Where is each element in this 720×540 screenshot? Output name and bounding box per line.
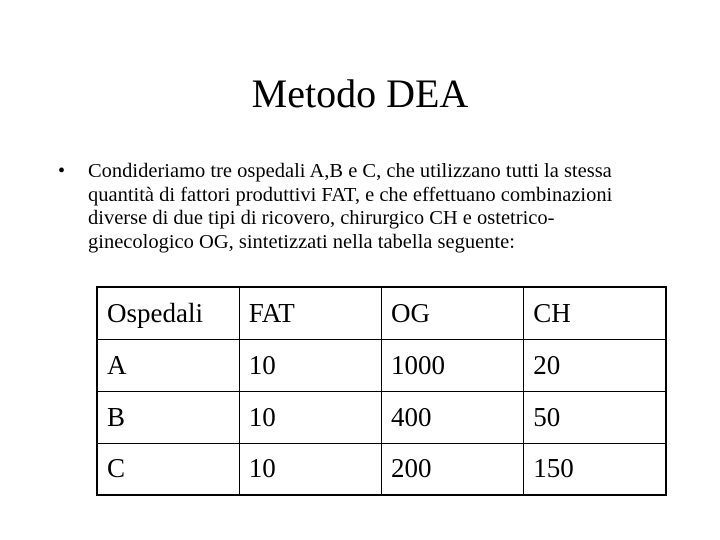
hospitals-table — [96, 286, 667, 496]
table-row — [97, 443, 666, 495]
header-cell-ospedali: Ospedali — [97, 287, 239, 339]
table-cell: A — [97, 339, 239, 391]
header-cell-ch: CH — [524, 287, 666, 339]
table-cell: 10 — [239, 339, 381, 391]
header-cell-og: OG — [382, 287, 524, 339]
bullet-icon: • — [58, 160, 66, 182]
bullet-item — [58, 160, 658, 254]
table-cell: 20 — [524, 339, 666, 391]
table-row — [97, 339, 666, 391]
table-row — [97, 391, 666, 443]
table-cell: 10 — [239, 391, 381, 443]
table-cell: C — [97, 443, 239, 495]
table-cell: 50 — [524, 391, 666, 443]
bullet-text: Condideriamo tre ospedali A,B e C, che utilizzano tutti la stessa quantità di fattori produttivi FAT, e che effettuano combinazioni diverse di due tipi di ricovero, chirurgico CH e ostetrico-ginecologico OG, sintetizzati nella tabella seguente: — [88, 160, 613, 253]
table-header-row — [97, 287, 666, 339]
table-cell: 10 — [239, 443, 381, 495]
table-cell: 400 — [382, 391, 524, 443]
header-cell-fat: FAT — [239, 287, 381, 339]
table-cell: 150 — [524, 443, 666, 495]
table-cell: B — [97, 391, 239, 443]
table-cell: 200 — [382, 443, 524, 495]
table-cell: 1000 — [382, 339, 524, 391]
slide-title: Metodo DEA — [251, 71, 469, 116]
